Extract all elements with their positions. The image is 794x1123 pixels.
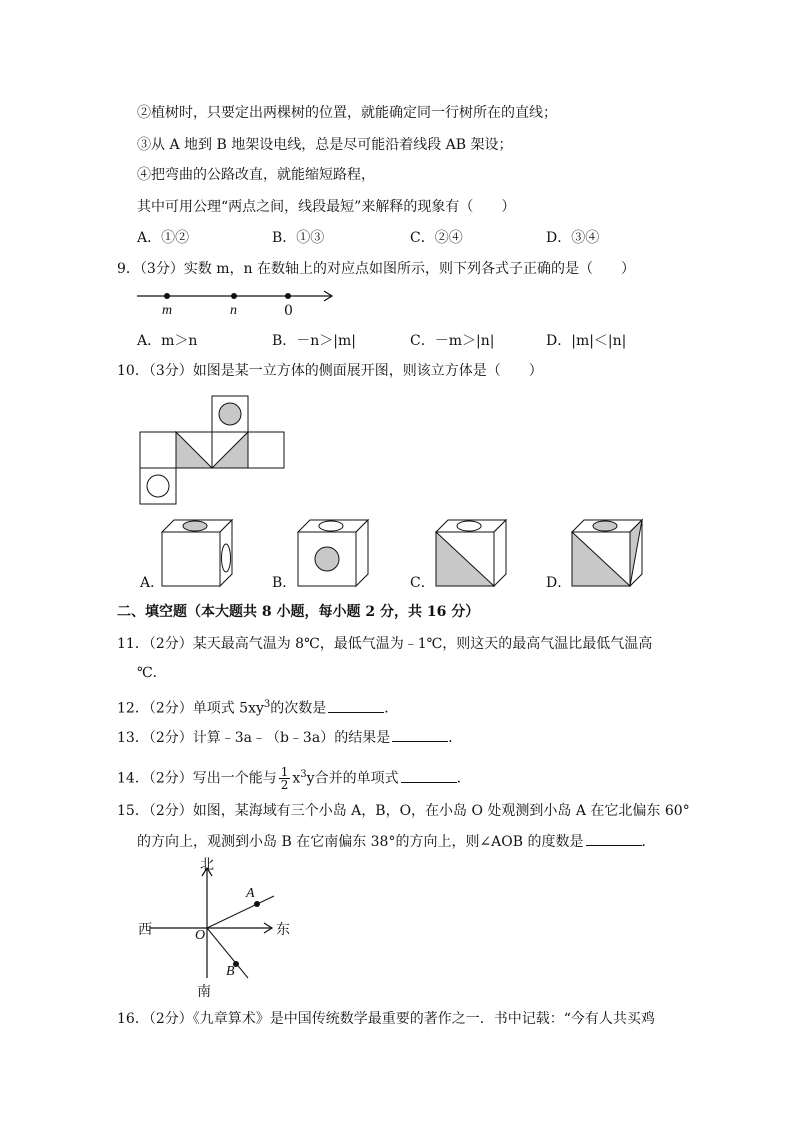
q13-end: ． [448,730,463,746]
q14-answer-blank[interactable] [401,770,457,783]
q15-line2 [137,833,656,851]
q9-option-a: A．m＞n [137,333,198,349]
q14-numerator: 1 [280,765,289,780]
q14-denominator: 2 [280,778,289,793]
cube-option-c [436,520,516,590]
q11-line1: 11．（2分）某天最高气温为 8℃，最低气温为﹣1℃，则这天的最高气温比最低气温高 [117,636,653,652]
number-line-label-m: m [162,303,173,318]
q15-end: ． [641,834,656,850]
q12-end: ． [384,700,399,717]
q9-stem: 9．（3分）实数 m，n 在数轴上的对应点如图所示，则下列各式子正确的是（ ） [117,261,636,277]
q10-option-d: D． [546,575,572,591]
q12-text-post: 的次数是 [270,700,327,717]
cube-option-d [572,520,652,590]
q12-line [117,696,398,718]
q14-fraction [279,766,291,791]
label-south: 南 [197,984,211,1000]
label-a: A [246,886,255,901]
q13-answer-blank[interactable] [392,729,448,742]
q14-text: 14．（2分）写出一个能与 [117,770,277,787]
q10-option-b: B． [272,575,297,591]
q8-item4: ④把弯曲的公路改直，就能缩短路程， [137,167,375,183]
q8-item2: ②植树时，只要定出两棵树的位置，就能确定同一行树所在的直线； [137,105,557,121]
q9-option-d: D．|m|＜|n| [546,333,627,349]
point-n [231,293,237,299]
label-west: 西 [138,922,152,938]
label-east: 东 [276,922,290,938]
q15-text: 的方向上，观测到小岛 B 在它南偏东 38°的方向上，则∠AOB 的度数是 [137,834,584,850]
q8-option-b: B．①③ [272,230,325,246]
compass-figure [150,868,290,988]
q10-option-a: A． [140,575,165,591]
q9-option-b: B．－n＞|m| [272,333,357,349]
cube-option-a [162,520,242,590]
q14-variable: x [292,770,301,787]
cube-net-figure [140,396,290,508]
q15-answer-blank[interactable] [586,833,642,846]
label-north: 北 [200,857,214,873]
q14-text-post: y合并的单项式 [306,770,399,787]
q14-line [117,760,471,794]
q15-line1: 15．（2分）如图，某海域有三个小岛 A，B，O，在小岛 O 处观测到小岛 A 在它北偏东 60° [117,803,690,819]
number-line-label-n: n [230,303,237,318]
point-zero [285,293,291,299]
q10-option-c: C． [410,575,435,591]
q11-line2: ℃． [137,665,167,681]
q10-stem: 10．（3分）如图是某一立方体的侧面展开图，则该立方体是（ ） [117,363,543,379]
q12-text: 12．（2分）单项式 5xy [117,700,264,717]
q12-exponent: 3 [263,699,271,710]
q9-option-c: C．－m＞|n| [410,333,495,349]
point-m [164,293,170,299]
q13-text: 13．（2分）计算﹣3a﹣（b﹣3a）的结果是 [117,730,391,746]
q13-line [117,729,462,747]
number-line-label-zero: 0 [284,303,293,319]
label-o: O [195,928,206,943]
label-b: B [226,964,235,979]
q8-option-a: A．①② [137,230,190,246]
q8-option-c: C．②④ [410,230,463,246]
q14-exponent: 3 [300,769,307,780]
cube-option-b [298,520,378,590]
q16-line1: 16．（2分）《九章算术》是中国传统数学最重要的著作之一．书中记载：“今有人共买鸡 [117,1011,655,1027]
point-a [254,901,260,907]
q8-item3: ③从 A 地到 B 地架设电线，总是尽可能沿着线段 AB 架设； [137,137,513,153]
section-heading: 二、填空题（本大题共 8 小题，每小题 2 分，共 16 分） [117,604,480,620]
q12-answer-blank[interactable] [328,700,384,713]
q8-option-d: D．③④ [546,230,600,246]
q14-end: ． [456,770,471,787]
q8-stem: 其中可用公理“两点之间，线段最短”来解释的现象有（ ） [137,199,516,215]
